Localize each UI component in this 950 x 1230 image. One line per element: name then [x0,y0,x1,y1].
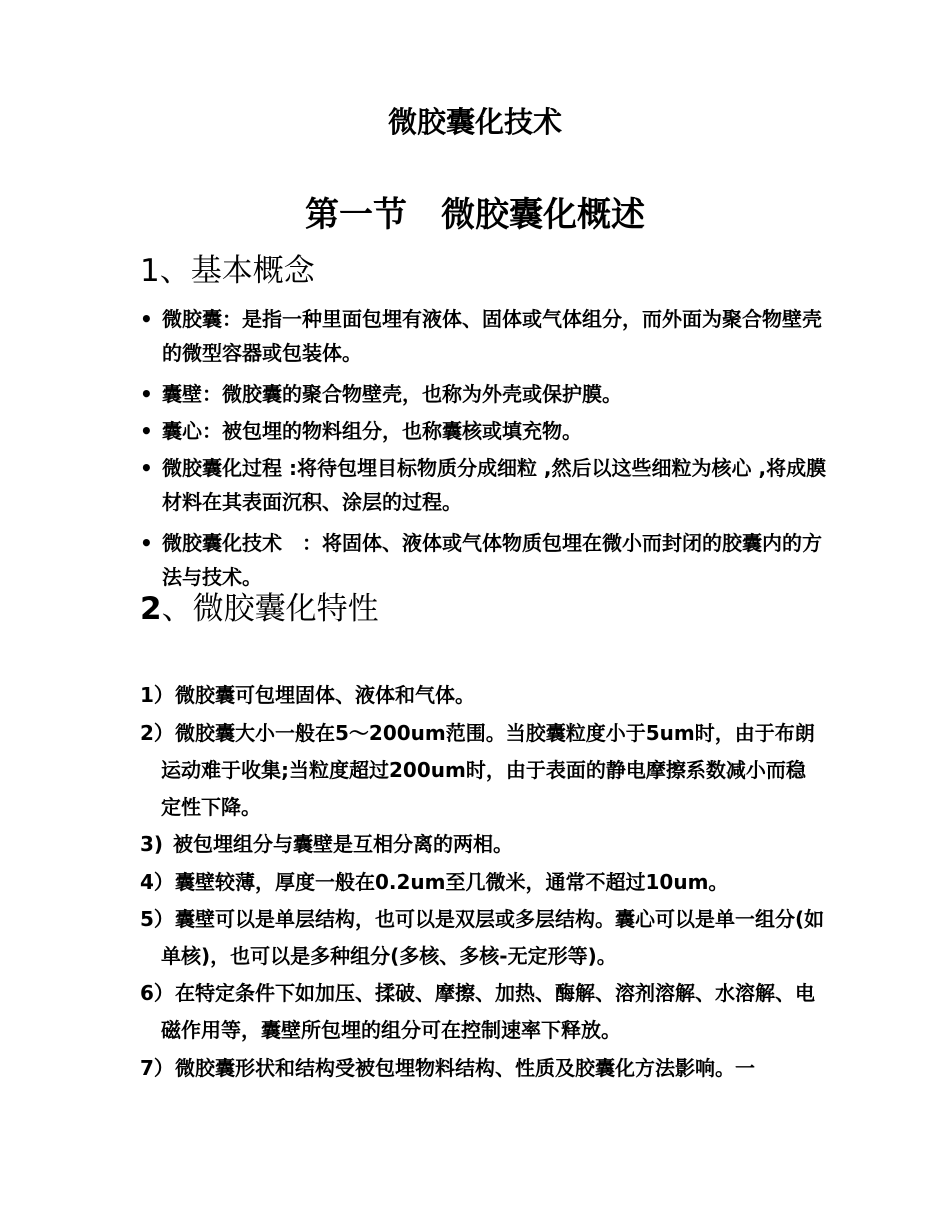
list-item: 5） 囊壁可以是单层结构，也可以是双层或多层结构。囊心可以是单一组分(如单核)，也可以是多种组分(多核、多核-无定形等)。 [140,901,825,975]
document-title: 微胶囊化技术 [387,105,562,139]
bullet-icon: • [140,456,153,480]
bullet-icon: • [140,382,153,406]
heading-number: 2 [140,591,162,627]
heading-basic-concepts [140,251,315,291]
section-title: 第一节 微胶囊化概述 [305,195,645,235]
list-item: 2） 微胶囊大小一般在5～200um范围。当胶囊粒度小于5um时，由于布朗运动难于收集;当粒度超过200um时，由于表面的静电摩擦系数减小而稳定性下降。 [140,715,825,826]
heading-number: 1 [140,253,160,289]
item-number: 2） [140,721,174,745]
item-number: 4） [140,870,174,894]
list-item: • 微胶囊化过程 :将待包埋目标物质分成细粒 ,然后以这些细粒为核心 ,将成膜材料在其表面沉积、涂层的过程。 [140,451,830,519]
list-item: • 微胶囊化技术 ：将固体、液体或气体物质包埋在微小而封闭的胶囊内的方法与技术。 [140,526,830,594]
item-number: 1） [140,683,174,707]
item-number: 6） [140,981,174,1005]
heading-text: 、基本概念 [159,253,315,289]
bullet-icon: • [140,531,153,555]
list-item: 7） 微胶囊形状和结构受被包埋物料结构、性质及胶囊化方法影响。一 [140,1050,825,1087]
list-item: 4） 囊壁较薄，厚度一般在0.2um至几微米，通常不超过10um。 [140,864,825,901]
heading-characteristics [140,589,379,629]
list-item: 1） 微胶囊可包埋固体、液体和气体。 [140,677,825,714]
item-number: 3) [140,832,164,856]
bullet-icon: • [140,419,153,443]
list-item: • 微胶囊：是指一种里面包埋有液体、固体或气体组分，而外面为聚合物壁壳的微型容器或包装体。 [140,302,830,370]
list-item: • 囊心：被包埋的物料组分，也称囊核或填充物。 [140,414,830,448]
list-item: • 囊壁：微胶囊的聚合物壁壳，也称为外壳或保护膜。 [140,377,830,411]
item-number: 7） [140,1056,174,1080]
bullet-icon: • [140,307,153,331]
heading-text: 、微胶囊化特性 [161,591,379,627]
list-item: 6） 在特定条件下如加压、揉破、摩擦、加热、酶解、溶剂溶解、水溶解、电磁作用等，囊壁所包埋的组分可在控制速率下释放。 [140,975,825,1049]
list-item: 3) 被包埋组分与囊壁是互相分离的两相。 [140,826,825,863]
item-number: 5） [140,907,174,931]
